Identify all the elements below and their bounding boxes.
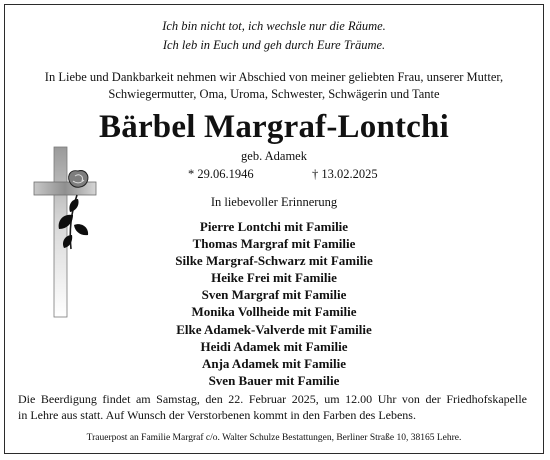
mourner-item: Elke Adamek-Valverde mit Familie (176, 321, 372, 337)
mourner-item: Sven Margraf mit Familie (201, 287, 347, 303)
intro-line-2: Schwiegermutter, Oma, Uroma, Schwester, Schwägerin und Tante (108, 87, 440, 101)
intro-text (5, 69, 543, 103)
mourner-item: Sven Bauer mit Familie (208, 372, 340, 388)
mourner-item: Pierre Lontchi mit Familie (199, 219, 349, 234)
memory-line: In liebevoller Erinnerung (210, 195, 338, 209)
funeral-line-2: in Lehre aus statt. Auf Wunsch der Verstorbenen kommt in den Farben des Lebens. (18, 408, 416, 422)
contact-footer: Trauerpost an Familie Margraf c/o. Walter Schulze Bestattungen, Berliner Straße 10, 38165 Lehre. (86, 433, 462, 443)
maiden-name: geb. Adamek (241, 149, 307, 163)
poem (5, 17, 543, 55)
deceased-name: Bärbel Margraf-Lontchi (99, 109, 449, 145)
mourner-item: Heike Frei mit Familie (211, 270, 337, 286)
funeral-details (18, 391, 527, 423)
mourner-item: Monika Vollheide mit Familie (191, 304, 357, 320)
mourner-item: Silke Margraf-Schwarz mit Familie (175, 253, 373, 269)
mourners-list (5, 218, 543, 389)
death-date: † 13.02.2025 (312, 167, 378, 181)
obituary-notice (4, 4, 544, 454)
funeral-line-1: Die Beerdigung findet am Samstag, den 22. Februar 2025, um 12.00 Uhr von der Friedhofskapelle (18, 392, 527, 406)
intro-line-1: In Liebe und Dankbarkeit nehmen wir Abschied von meiner geliebten Frau, unserer Mutter, (44, 70, 504, 84)
birth-date: * 29.06.1946 (188, 167, 254, 181)
mourner-item: Thomas Margraf mit Familie (192, 236, 356, 252)
mourner-item: Heidi Adamek mit Familie (200, 338, 348, 354)
poem-line-1: Ich bin nicht tot, ich wechsle nur die Räume. (162, 19, 386, 33)
mourner-item: Anja Adamek mit Familie (201, 355, 347, 371)
poem-line-2: Ich leb in Euch und geh durch Eure Träume. (162, 38, 386, 52)
